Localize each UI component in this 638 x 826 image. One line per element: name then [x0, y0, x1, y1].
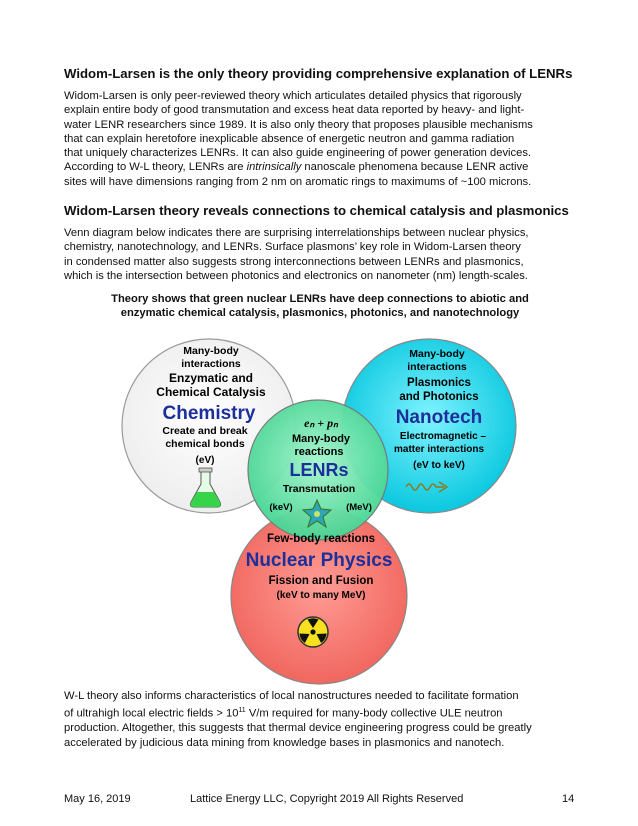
page-number: 14: [562, 793, 575, 805]
nuclear-line: (keV to many MeV): [276, 590, 366, 601]
paragraph-line: production. Altogether, this suggests that thermal device engineering progress could be greatly: [64, 721, 532, 734]
venn-diagram: [121, 334, 517, 686]
chem-line: Many-body: [183, 345, 239, 357]
nano-line: (eV to keV): [413, 460, 465, 471]
nano-line: Plasmonics: [407, 377, 471, 389]
nano-line: matter interactions: [393, 444, 485, 455]
chem-line: Chemical Catalysis: [156, 385, 266, 399]
figure-caption: [64, 292, 576, 320]
nano-line: and Photonics: [399, 391, 479, 403]
footer-date: May 16, 2019: [64, 793, 131, 805]
nano-line: interactions: [407, 361, 467, 373]
lenrs-title: LENRs: [289, 460, 349, 480]
paragraph-line: Widom-Larsen is only peer-reviewed theory which articulates detailed physics that rigorously: [64, 90, 522, 102]
lenrs-line: Transmutation: [282, 483, 356, 495]
paragraph-line: that uniquely characterizes LENRs. It can also guide engineering of power generation devices.: [64, 147, 532, 160]
chem-line: (eV): [195, 455, 215, 466]
caption-line: enzymatic chemical catalysis, plasmonics, photonics, and nanotechnology: [120, 307, 520, 319]
paragraph-1: [64, 89, 576, 189]
nuclear-line: Few-body reactions: [267, 533, 375, 545]
paragraph-line: According to W-L theory, LENRs are intrinsically nanoscale phenomena because LENR active: [64, 161, 529, 174]
paragraph-line: chemistry, nanotechnology, and LENRs. Surface plasmons’ key role in Widom-Larsen theory: [64, 241, 521, 254]
paragraph-line: in condensed matter also suggests strong interconnections between LENRs and plasmonics,: [64, 255, 524, 268]
nano-line: Electromagnetic –: [399, 431, 487, 442]
lenrs-line: reactions: [294, 446, 344, 458]
section-heading-1: Widom-Larsen is the only theory providing comprehensive explanation of LENRs: [64, 66, 573, 81]
nano-title: Nanotech: [395, 407, 483, 428]
section-heading-2: Widom-Larsen theory reveals connections to chemical catalysis and plasmonics: [64, 203, 569, 218]
chem-line: Enzymatic and: [168, 371, 254, 385]
chem-line: chemical bonds: [165, 438, 245, 450]
paragraph-line: which is the intersection between photonics and electronics on nanometer (nm) length-scales.: [64, 269, 528, 282]
footer-copyright: Lattice Energy LLC, Copyright 2019 All Rights Reserved: [190, 793, 464, 805]
paragraph-line: accelerated by judicious data mining from knowledge bases in plasmonics and nanotech.: [64, 736, 505, 749]
paragraph-line: sites will have dimensions ranging from 2 nm on aromatic rings to maximums of ~100 microns.: [64, 175, 532, 188]
radiation-icon: [298, 617, 328, 647]
paragraph-line: W-L theory also informs characteristics of local nanostructures needed to facilitate formation: [64, 690, 519, 702]
lenrs-kev: (keV): [269, 502, 293, 513]
paragraph-3: [64, 689, 576, 750]
nano-line: Many-body: [409, 348, 465, 360]
chem-line: Create and break: [162, 425, 248, 437]
paragraph-2: [64, 226, 576, 283]
paragraph-line: of ultrahigh local electric fields > $10^{11}$ V/m required for many-body collective ULE neutron: [64, 706, 503, 720]
chem-line: interactions: [181, 358, 241, 370]
nuclear-line: Fission and Fusion: [268, 575, 374, 587]
lenrs-mev: (MeV): [346, 502, 372, 513]
lenrs-line: Many-body: [291, 433, 351, 445]
paragraph-line: explain entire body of good transmutation and excess heat data reported by heavy- and light-: [64, 104, 525, 117]
paragraph-line: water LENR researchers since 1989. It is also only theory that proposes plausible mechanisms: [64, 118, 533, 131]
paragraph-line: Venn diagram below indicates there are surprising interrelationships between nuclear physics,: [64, 227, 529, 239]
caption-line: Theory shows that green nuclear LENRs have deep connections to abiotic and: [111, 293, 529, 305]
paragraph-line: that can explain heretofore inexplicable absence of energetic neutron and gamma radiation: [64, 132, 515, 145]
chem-title: Chemistry: [162, 403, 256, 424]
nuclear-title: Nuclear Physics: [245, 550, 393, 571]
lenrs-formula: eₙ + pₙ: [304, 416, 338, 430]
